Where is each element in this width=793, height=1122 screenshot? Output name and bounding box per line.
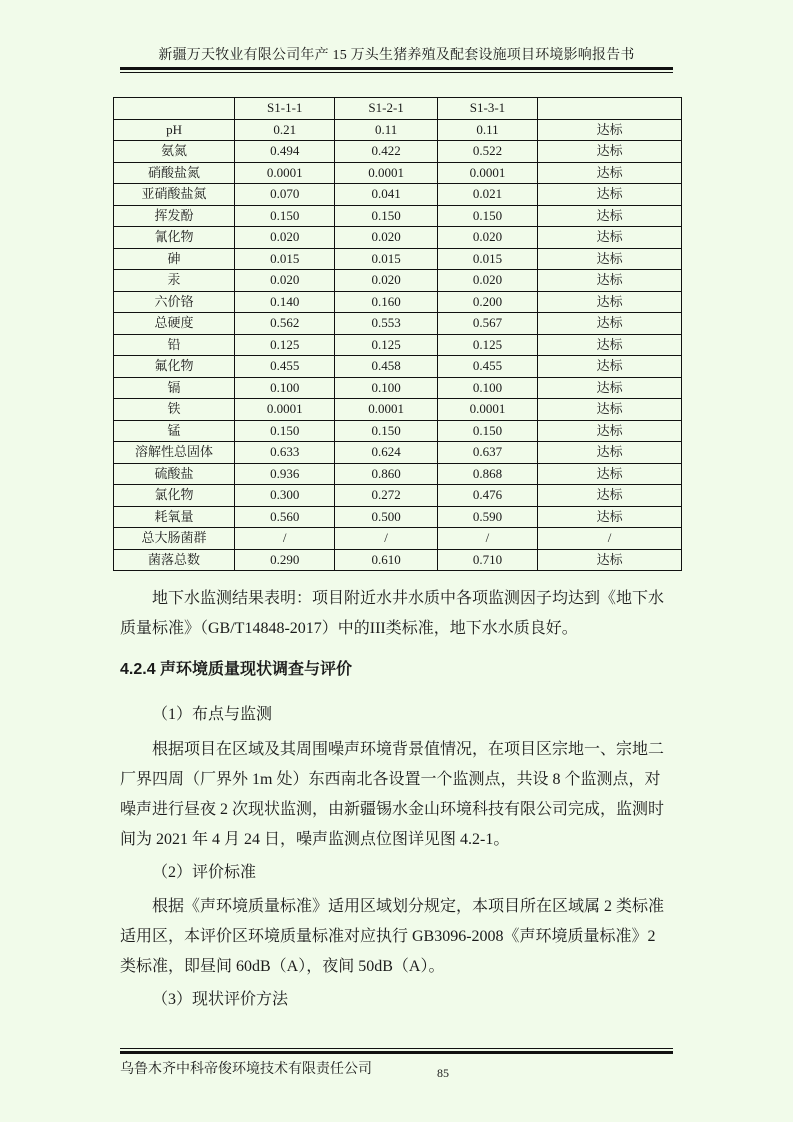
compliance-cell: 达标 bbox=[538, 227, 682, 249]
index-value-cell: 0.020 bbox=[335, 227, 437, 249]
index-value-cell: 0.936 bbox=[235, 463, 335, 485]
index-value-cell: 0.041 bbox=[335, 184, 437, 206]
index-value-cell: 0.020 bbox=[235, 227, 335, 249]
table-row bbox=[114, 334, 682, 356]
table-row bbox=[114, 528, 682, 550]
index-value-cell: / bbox=[335, 528, 437, 550]
subheading-method: （3）现状评价方法 bbox=[152, 991, 289, 1008]
index-value-cell: 0.0001 bbox=[335, 399, 437, 421]
compliance-cell: 达标 bbox=[538, 184, 682, 206]
compliance-cell: 达标 bbox=[538, 313, 682, 335]
table-row bbox=[114, 227, 682, 249]
table-row bbox=[114, 399, 682, 421]
index-value-cell: 0.272 bbox=[335, 485, 437, 507]
parameter-name-cell: 氟化物 bbox=[114, 356, 235, 378]
paragraph-monitoring: 根据项目在区域及其周围噪声环境背景值情况，在项目区宗地一、宗地二厂界四周（厂界外 1m 处）东西南北各设置一个监测点，共设 8 个监测点，对噪声进行昼夜 2 次现状监测，由新疆锡水金山环境科技有限公司完成，监测时间为 2021 年 4 月 24 日，噪声监测点位图详见图 4.2-1。 bbox=[120, 741, 665, 848]
table-header-cell bbox=[538, 98, 682, 120]
index-value-cell: 0.21 bbox=[235, 119, 335, 141]
parameter-name-cell: 氨氮 bbox=[114, 141, 235, 163]
table-row bbox=[114, 506, 682, 528]
parameter-name-cell: 六价铬 bbox=[114, 291, 235, 313]
table-row bbox=[114, 184, 682, 206]
compliance-cell: 达标 bbox=[538, 377, 682, 399]
subheading-standards: （2）评价标准 bbox=[152, 864, 257, 881]
index-value-cell: 0.100 bbox=[437, 377, 537, 399]
index-value-cell: 0.860 bbox=[335, 463, 437, 485]
index-value-cell: 0.868 bbox=[437, 463, 537, 485]
parameter-name-cell: 氯化物 bbox=[114, 485, 235, 507]
index-value-cell: 0.11 bbox=[335, 119, 437, 141]
table-header-cell: S1-2-1 bbox=[335, 98, 437, 120]
parameter-name-cell: 镉 bbox=[114, 377, 235, 399]
index-value-cell: 0.455 bbox=[235, 356, 335, 378]
index-value-cell: 0.125 bbox=[235, 334, 335, 356]
index-value-cell: 0.125 bbox=[437, 334, 537, 356]
compliance-cell: 达标 bbox=[538, 399, 682, 421]
table-header-cell: S1-3-1 bbox=[437, 98, 537, 120]
index-value-cell: 0.637 bbox=[437, 442, 537, 464]
index-value-cell: 0.560 bbox=[235, 506, 335, 528]
index-value-cell: 0.455 bbox=[437, 356, 537, 378]
index-value-cell: 0.150 bbox=[437, 205, 537, 227]
index-value-cell: 0.150 bbox=[235, 205, 335, 227]
index-value-cell: 0.567 bbox=[437, 313, 537, 335]
table-row bbox=[114, 485, 682, 507]
index-value-cell: 0.020 bbox=[437, 227, 537, 249]
compliance-cell: 达标 bbox=[538, 442, 682, 464]
footer-rule-thin bbox=[120, 1048, 673, 1049]
footer-company: 乌鲁木齐中科帝俊环境技术有限责任公司 bbox=[120, 1062, 372, 1077]
compliance-cell: 达标 bbox=[538, 162, 682, 184]
index-value-cell: / bbox=[235, 528, 335, 550]
table-row bbox=[114, 248, 682, 270]
index-value-cell: 0.0001 bbox=[235, 399, 335, 421]
index-value-cell: 0.500 bbox=[335, 506, 437, 528]
index-value-cell: 0.562 bbox=[235, 313, 335, 335]
index-value-cell: 0.015 bbox=[235, 248, 335, 270]
parameter-name-cell: 挥发酚 bbox=[114, 205, 235, 227]
index-value-cell: 0.522 bbox=[437, 141, 537, 163]
compliance-cell: 达标 bbox=[538, 248, 682, 270]
parameter-name-cell: pH bbox=[114, 119, 235, 141]
index-value-cell: 0.0001 bbox=[437, 399, 537, 421]
page-number: 85 bbox=[437, 1066, 449, 1080]
index-value-cell: 0.11 bbox=[437, 119, 537, 141]
table-row bbox=[114, 463, 682, 485]
section-heading: 4.2.4 声环境质量现状调查与评价 bbox=[120, 661, 353, 678]
index-value-cell: 0.300 bbox=[235, 485, 335, 507]
index-value-cell: 0.020 bbox=[335, 270, 437, 292]
parameter-name-cell: 溶解性总固体 bbox=[114, 442, 235, 464]
index-value-cell: 0.100 bbox=[235, 377, 335, 399]
compliance-cell: 达标 bbox=[538, 463, 682, 485]
compliance-cell: 达标 bbox=[538, 485, 682, 507]
compliance-cell: 达标 bbox=[538, 356, 682, 378]
table-row bbox=[114, 356, 682, 378]
index-value-cell: 0.015 bbox=[437, 248, 537, 270]
compliance-cell: 达标 bbox=[538, 291, 682, 313]
compliance-cell: 达标 bbox=[538, 141, 682, 163]
page-header: 新疆万天牧业有限公司年产 15 万头生猪养殖及配套设施项目环境影响报告书 bbox=[158, 48, 635, 63]
index-value-cell: 0.160 bbox=[335, 291, 437, 313]
index-value-cell: 0.624 bbox=[335, 442, 437, 464]
compliance-cell: / bbox=[538, 528, 682, 550]
groundwater-index-table bbox=[113, 97, 682, 571]
index-value-cell: 0.150 bbox=[335, 420, 437, 442]
compliance-cell: 达标 bbox=[538, 506, 682, 528]
table-header-row bbox=[114, 98, 682, 120]
parameter-name-cell: 总硬度 bbox=[114, 313, 235, 335]
parameter-name-cell: 氰化物 bbox=[114, 227, 235, 249]
index-value-cell: 0.0001 bbox=[235, 162, 335, 184]
index-value-cell: 0.290 bbox=[235, 549, 335, 571]
index-value-cell: 0.125 bbox=[335, 334, 437, 356]
table-row bbox=[114, 270, 682, 292]
table-row bbox=[114, 205, 682, 227]
groundwater-conclusion: 地下水监测结果表明：项目附近水井水质中各项监测因子均达到《地下水质量标准》（GB/T14848-2017）中的III类标准，地下水水质良好。 bbox=[120, 590, 665, 637]
index-value-cell: 0.070 bbox=[235, 184, 335, 206]
compliance-cell: 达标 bbox=[538, 205, 682, 227]
compliance-cell: 达标 bbox=[538, 334, 682, 356]
index-value-cell: 0.150 bbox=[437, 420, 537, 442]
table-row bbox=[114, 119, 682, 141]
parameter-name-cell: 亚硝酸盐氮 bbox=[114, 184, 235, 206]
index-value-cell: 0.020 bbox=[437, 270, 537, 292]
index-value-cell: 0.200 bbox=[437, 291, 537, 313]
table-row bbox=[114, 162, 682, 184]
compliance-cell: 达标 bbox=[538, 270, 682, 292]
parameter-name-cell: 锰 bbox=[114, 420, 235, 442]
table-row bbox=[114, 442, 682, 464]
index-value-cell: 0.494 bbox=[235, 141, 335, 163]
header-rule-thick bbox=[120, 67, 673, 70]
table-row bbox=[114, 291, 682, 313]
footer-rule-thick bbox=[120, 1051, 673, 1054]
table-row bbox=[114, 141, 682, 163]
index-value-cell: 0.021 bbox=[437, 184, 537, 206]
index-value-cell: 0.476 bbox=[437, 485, 537, 507]
parameter-name-cell: 铅 bbox=[114, 334, 235, 356]
index-value-cell: 0.610 bbox=[335, 549, 437, 571]
table-row bbox=[114, 549, 682, 571]
parameter-name-cell: 硫酸盐 bbox=[114, 463, 235, 485]
compliance-cell: 达标 bbox=[538, 420, 682, 442]
table-row bbox=[114, 313, 682, 335]
index-value-cell: 0.0001 bbox=[437, 162, 537, 184]
index-value-cell: 0.422 bbox=[335, 141, 437, 163]
index-value-cell: 0.150 bbox=[235, 420, 335, 442]
index-value-cell: 0.553 bbox=[335, 313, 437, 335]
parameter-name-cell: 汞 bbox=[114, 270, 235, 292]
table-header-cell: S1-1-1 bbox=[235, 98, 335, 120]
index-value-cell: 0.150 bbox=[335, 205, 437, 227]
parameter-name-cell: 耗氧量 bbox=[114, 506, 235, 528]
table-row bbox=[114, 377, 682, 399]
subheading-layout-monitoring: （1）布点与监测 bbox=[152, 706, 273, 723]
parameter-name-cell: 铁 bbox=[114, 399, 235, 421]
index-value-cell: 0.458 bbox=[335, 356, 437, 378]
index-value-cell: 0.020 bbox=[235, 270, 335, 292]
header-rule-thin bbox=[120, 72, 673, 73]
table-row bbox=[114, 420, 682, 442]
index-value-cell: 0.140 bbox=[235, 291, 335, 313]
index-value-cell: 0.710 bbox=[437, 549, 537, 571]
compliance-cell: 达标 bbox=[538, 549, 682, 571]
index-value-cell: 0.100 bbox=[335, 377, 437, 399]
index-value-cell: / bbox=[437, 528, 537, 550]
index-value-cell: 0.590 bbox=[437, 506, 537, 528]
paragraph-standards: 根据《声环境质量标准》适用区域划分规定，本项目所在区域属 2 类标准适用区，本评价区环境质量标准对应执行 GB3096-2008《声环境质量标准》2 类标准，即昼间 60dB（A），夜间 50dB（A）。 bbox=[120, 898, 665, 975]
compliance-cell: 达标 bbox=[538, 119, 682, 141]
parameter-name-cell: 砷 bbox=[114, 248, 235, 270]
parameter-name-cell: 硝酸盐氮 bbox=[114, 162, 235, 184]
parameter-name-cell: 总大肠菌群 bbox=[114, 528, 235, 550]
index-value-cell: 0.015 bbox=[335, 248, 437, 270]
table-header-cell bbox=[114, 98, 235, 120]
index-value-cell: 0.633 bbox=[235, 442, 335, 464]
parameter-name-cell: 菌落总数 bbox=[114, 549, 235, 571]
index-value-cell: 0.0001 bbox=[335, 162, 437, 184]
